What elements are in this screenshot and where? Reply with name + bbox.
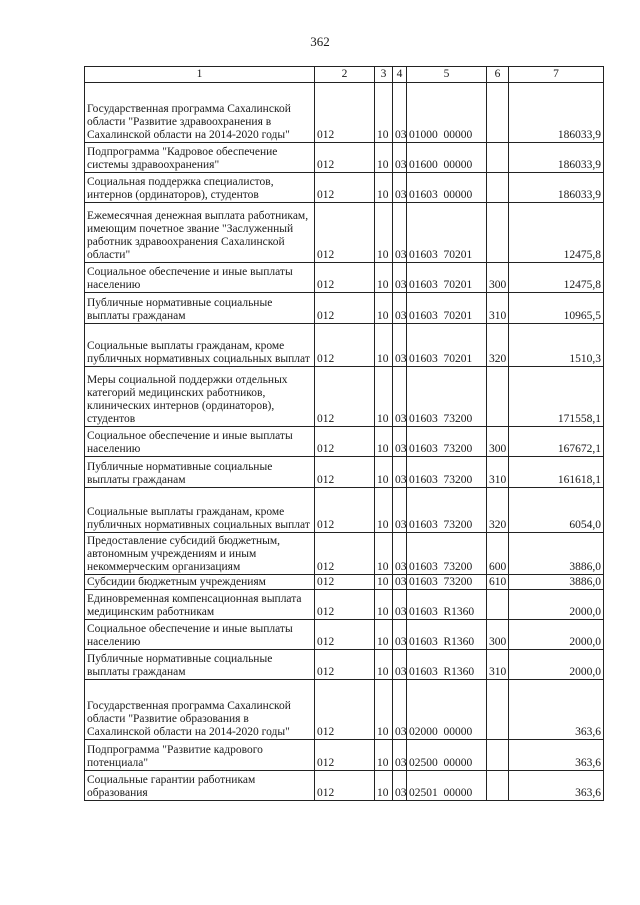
row-target-cell: 01603 70201: [407, 203, 487, 263]
table-header-row: [85, 67, 604, 83]
row-target-cell: 01603 73200: [407, 367, 487, 427]
row-target-cell: 01603 70201: [407, 293, 487, 324]
row-name-cell: Социальные гарантии работникам образования: [85, 771, 315, 801]
row-section-cell: 10: [375, 457, 393, 488]
row-name-cell: Социальная поддержка специалистов, интернов (ординаторов), студентов: [85, 173, 315, 203]
row-name-cell: Социальное обеспечение и иные выплаты населению: [85, 263, 315, 293]
header-col-5: 5: [407, 67, 487, 83]
row-subsection-cell: 03: [393, 203, 407, 263]
row-amount-cell: 3886,0: [509, 533, 604, 575]
row-target-cell: 01600 00000: [407, 143, 487, 173]
row-target-cell: 01603 73200: [407, 533, 487, 575]
row-subsection-cell: 03: [393, 533, 407, 575]
row-amount-cell: 12475,8: [509, 263, 604, 293]
table-row: [85, 680, 604, 740]
row-ministry-cell: 012: [315, 740, 375, 771]
table-row: [85, 367, 604, 427]
row-expense-type-cell: 300: [487, 263, 509, 293]
table-row: [85, 143, 604, 173]
row-name-cell: Меры социальной поддержки отдельных категорий медицинских работников, клинических интернов (ординаторов), студентов: [85, 367, 315, 427]
row-subsection-cell: 03: [393, 367, 407, 427]
table-row: [85, 740, 604, 771]
row-subsection-cell: 03: [393, 427, 407, 457]
row-expense-type-cell: 320: [487, 324, 509, 367]
row-name-cell: Подпрограмма "Кадровое обеспечение системы здравоохранения": [85, 143, 315, 173]
row-name-cell: Ежемесячная денежная выплата работникам, имеющим почетное звание "Заслуженный работник здравоохранения Сахалинской области": [85, 203, 315, 263]
row-ministry-cell: 012: [315, 427, 375, 457]
table-row: [85, 263, 604, 293]
table-row: [85, 457, 604, 488]
row-amount-cell: 2000,0: [509, 620, 604, 650]
page-number: 362: [310, 34, 330, 49]
row-name-cell: Публичные нормативные социальные выплаты гражданам: [85, 457, 315, 488]
row-subsection-cell: 03: [393, 293, 407, 324]
row-section-cell: 10: [375, 367, 393, 427]
row-expense-type-cell: 300: [487, 620, 509, 650]
row-amount-cell: 12475,8: [509, 203, 604, 263]
row-amount-cell: 3886,0: [509, 575, 604, 590]
row-ministry-cell: 012: [315, 488, 375, 533]
row-amount-cell: 186033,9: [509, 143, 604, 173]
row-section-cell: 10: [375, 83, 393, 143]
row-target-cell: 01603 70201: [407, 324, 487, 367]
row-subsection-cell: 03: [393, 143, 407, 173]
row-target-cell: 01000 00000: [407, 83, 487, 143]
row-amount-cell: 1510,3: [509, 324, 604, 367]
row-subsection-cell: 03: [393, 488, 407, 533]
row-section-cell: 10: [375, 427, 393, 457]
row-subsection-cell: 03: [393, 680, 407, 740]
row-ministry-cell: 012: [315, 173, 375, 203]
row-expense-type-cell: 610: [487, 575, 509, 590]
row-ministry-cell: 012: [315, 590, 375, 620]
row-name-cell: Государственная программа Сахалинской области "Развитие здравоохранения в Сахалинской области на 2014-2020 годы": [85, 83, 315, 143]
row-amount-cell: 363,6: [509, 680, 604, 740]
row-amount-cell: 186033,9: [509, 173, 604, 203]
row-expense-type-cell: 320: [487, 488, 509, 533]
table-row: [85, 771, 604, 801]
row-section-cell: 10: [375, 740, 393, 771]
row-target-cell: 01603 R1360: [407, 590, 487, 620]
row-subsection-cell: 03: [393, 83, 407, 143]
row-section-cell: 10: [375, 263, 393, 293]
row-target-cell: 01603 R1360: [407, 620, 487, 650]
row-expense-type-cell: [487, 771, 509, 801]
row-subsection-cell: 03: [393, 173, 407, 203]
row-ministry-cell: 012: [315, 650, 375, 680]
row-expense-type-cell: 310: [487, 650, 509, 680]
row-ministry-cell: 012: [315, 533, 375, 575]
row-target-cell: 01603 73200: [407, 427, 487, 457]
table-row: [85, 293, 604, 324]
row-ministry-cell: 012: [315, 457, 375, 488]
row-target-cell: 01603 R1360: [407, 650, 487, 680]
row-name-cell: Субсидии бюджетным учреждениям: [85, 575, 315, 590]
row-ministry-cell: 012: [315, 771, 375, 801]
row-amount-cell: 363,6: [509, 740, 604, 771]
row-subsection-cell: 03: [393, 620, 407, 650]
row-expense-type-cell: 600: [487, 533, 509, 575]
table-row: [85, 83, 604, 143]
table-row: [85, 488, 604, 533]
row-target-cell: 01603 73200: [407, 488, 487, 533]
row-subsection-cell: 03: [393, 324, 407, 367]
row-target-cell: 02000 00000: [407, 680, 487, 740]
row-subsection-cell: 03: [393, 457, 407, 488]
row-expense-type-cell: [487, 367, 509, 427]
row-target-cell: 01603 73200: [407, 575, 487, 590]
row-section-cell: 10: [375, 143, 393, 173]
row-expense-type-cell: 310: [487, 293, 509, 324]
row-section-cell: 10: [375, 620, 393, 650]
row-ministry-cell: 012: [315, 367, 375, 427]
row-section-cell: 10: [375, 324, 393, 367]
row-ministry-cell: 012: [315, 263, 375, 293]
row-amount-cell: 2000,0: [509, 650, 604, 680]
row-amount-cell: 186033,9: [509, 83, 604, 143]
row-subsection-cell: 03: [393, 771, 407, 801]
row-amount-cell: 10965,5: [509, 293, 604, 324]
row-target-cell: 02500 00000: [407, 740, 487, 771]
row-expense-type-cell: [487, 203, 509, 263]
table-row: [85, 620, 604, 650]
row-ministry-cell: 012: [315, 620, 375, 650]
row-expense-type-cell: 310: [487, 457, 509, 488]
row-name-cell: Предоставление субсидий бюджетным, автономным учреждениям и иным некоммерческим организациям: [85, 533, 315, 575]
row-ministry-cell: 012: [315, 203, 375, 263]
row-section-cell: 10: [375, 488, 393, 533]
table-row: [85, 427, 604, 457]
row-expense-type-cell: [487, 173, 509, 203]
row-subsection-cell: 03: [393, 590, 407, 620]
table-row: [85, 590, 604, 620]
row-target-cell: 02501 00000: [407, 771, 487, 801]
row-section-cell: 10: [375, 590, 393, 620]
table-row: [85, 173, 604, 203]
row-ministry-cell: 012: [315, 293, 375, 324]
row-ministry-cell: 012: [315, 575, 375, 590]
row-expense-type-cell: [487, 740, 509, 771]
row-target-cell: 01603 73200: [407, 457, 487, 488]
header-col-3: 3: [375, 67, 393, 83]
row-name-cell: Государственная программа Сахалинской области "Развитие образования в Сахалинской области на 2014-2020 годы": [85, 680, 315, 740]
row-name-cell: Публичные нормативные социальные выплаты гражданам: [85, 293, 315, 324]
header-col-2: 2: [315, 67, 375, 83]
table-row: [85, 575, 604, 590]
row-target-cell: 01603 00000: [407, 173, 487, 203]
table-body: [85, 83, 604, 801]
table-row: [85, 650, 604, 680]
header-col-4: 4: [393, 67, 407, 83]
row-expense-type-cell: 300: [487, 427, 509, 457]
row-section-cell: 10: [375, 173, 393, 203]
row-name-cell: Социальные выплаты гражданам, кроме публичных нормативных социальных выплат: [85, 488, 315, 533]
row-ministry-cell: 012: [315, 83, 375, 143]
row-name-cell: Единовременная компенсационная выплата медицинским работникам: [85, 590, 315, 620]
header-col-7: 7: [509, 67, 604, 83]
row-ministry-cell: 012: [315, 143, 375, 173]
row-section-cell: 10: [375, 575, 393, 590]
row-subsection-cell: 03: [393, 650, 407, 680]
row-ministry-cell: 012: [315, 680, 375, 740]
table-row: [85, 203, 604, 263]
row-name-cell: Социальные выплаты гражданам, кроме публичных нормативных социальных выплат: [85, 324, 315, 367]
row-subsection-cell: 03: [393, 575, 407, 590]
row-ministry-cell: 012: [315, 324, 375, 367]
row-amount-cell: 2000,0: [509, 590, 604, 620]
row-target-cell: 01603 70201: [407, 263, 487, 293]
row-expense-type-cell: [487, 83, 509, 143]
row-section-cell: 10: [375, 680, 393, 740]
row-name-cell: Публичные нормативные социальные выплаты гражданам: [85, 650, 315, 680]
row-amount-cell: 161618,1: [509, 457, 604, 488]
row-subsection-cell: 03: [393, 263, 407, 293]
row-section-cell: 10: [375, 771, 393, 801]
row-name-cell: Социальное обеспечение и иные выплаты населению: [85, 427, 315, 457]
header-col-1: 1: [85, 67, 315, 83]
row-amount-cell: 171558,1: [509, 367, 604, 427]
row-amount-cell: 167672,1: [509, 427, 604, 457]
row-name-cell: Социальное обеспечение и иные выплаты населению: [85, 620, 315, 650]
row-expense-type-cell: [487, 590, 509, 620]
budget-table: [84, 66, 604, 801]
table-row: [85, 533, 604, 575]
table-row: [85, 324, 604, 367]
row-expense-type-cell: [487, 680, 509, 740]
header-col-6: 6: [487, 67, 509, 83]
row-section-cell: 10: [375, 533, 393, 575]
row-section-cell: 10: [375, 293, 393, 324]
row-name-cell: Подпрограмма "Развитие кадрового потенциала": [85, 740, 315, 771]
row-section-cell: 10: [375, 650, 393, 680]
row-amount-cell: 6054,0: [509, 488, 604, 533]
row-section-cell: 10: [375, 203, 393, 263]
row-subsection-cell: 03: [393, 740, 407, 771]
row-amount-cell: 363,6: [509, 771, 604, 801]
row-expense-type-cell: [487, 143, 509, 173]
